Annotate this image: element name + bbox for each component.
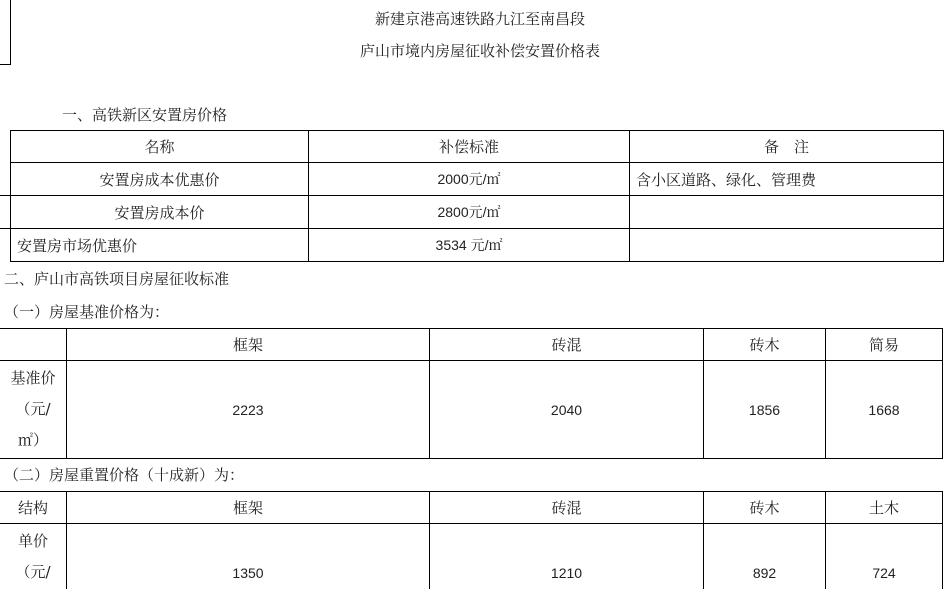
sub2-row-label-line1: 单价: [17, 532, 48, 550]
sub1-value-frame: 2223: [232, 401, 264, 418]
document-title-line1: 新建京港高速铁路九江至南昌段: [374, 10, 585, 28]
sub2-header-frame: 框架: [232, 499, 263, 517]
sub2-row-label: [0, 524, 66, 591]
sub1-row-label-line2: （元/: [15, 400, 51, 418]
sub2-header-brick-wood: 砖木: [749, 499, 780, 517]
document-title-line2: 庐山市境内房屋征收补偿安置价格表: [359, 42, 600, 60]
sub1-row-label: [0, 361, 66, 458]
sub2-value-brick-wood: 892: [752, 565, 777, 581]
sub2-header-earth-wood: 土木: [868, 499, 899, 517]
sub2-row-label-line2: （元/: [15, 563, 51, 581]
sub1-header-simple: 简易: [868, 336, 899, 354]
row1-note: 含小区道路、绿化、管理费: [636, 170, 817, 189]
row3-name: 安置房市场优惠价: [17, 236, 138, 255]
sub1-value-simple: 1668: [868, 401, 900, 418]
row1-price: 2000元/㎡: [437, 171, 501, 187]
sub1-header-brick-concrete: 砖混: [551, 336, 582, 354]
header-note: 备 注: [763, 138, 809, 156]
left-tick: [0, 64, 11, 65]
sub2-value-frame: 1350: [232, 565, 264, 581]
sub2-heading: （二）房屋重置价格（十成新）为：: [4, 466, 245, 484]
sub2-header-structure: 结构: [17, 499, 48, 517]
header-standard: 补偿标准: [438, 138, 499, 156]
sub1-value-brick-wood: 1856: [748, 401, 781, 418]
row1-name: 安置房成本优惠价: [99, 170, 220, 189]
section1-heading: 一、高铁新区安置房价格: [62, 106, 228, 124]
left-border-top: [10, 0, 11, 64]
section2-heading: 二、庐山市高铁项目房屋征收标准: [4, 270, 230, 288]
header-name: 名称: [144, 138, 175, 156]
sub1-row-label-line1: 基准价: [10, 369, 56, 387]
sub1-heading: （一）房屋基准价格为：: [4, 303, 170, 321]
row2-name: 安置房成本价: [114, 203, 205, 222]
sub2-value-earth-wood: 724: [872, 565, 896, 581]
row2-price: 2800元/㎡: [437, 204, 501, 220]
row3-price: 3534 元/㎡: [435, 237, 503, 253]
sub1-header-frame: 框架: [232, 336, 263, 354]
sub1-value-brick-concrete: 2040: [550, 401, 583, 418]
sub2-header-brick-concrete: 砖混: [551, 499, 582, 517]
sub1-header-brick-wood: 砖木: [749, 336, 780, 354]
sub1-row-label-line3: ㎡）: [17, 431, 48, 449]
sub2-value-brick-concrete: 1210: [550, 565, 583, 581]
